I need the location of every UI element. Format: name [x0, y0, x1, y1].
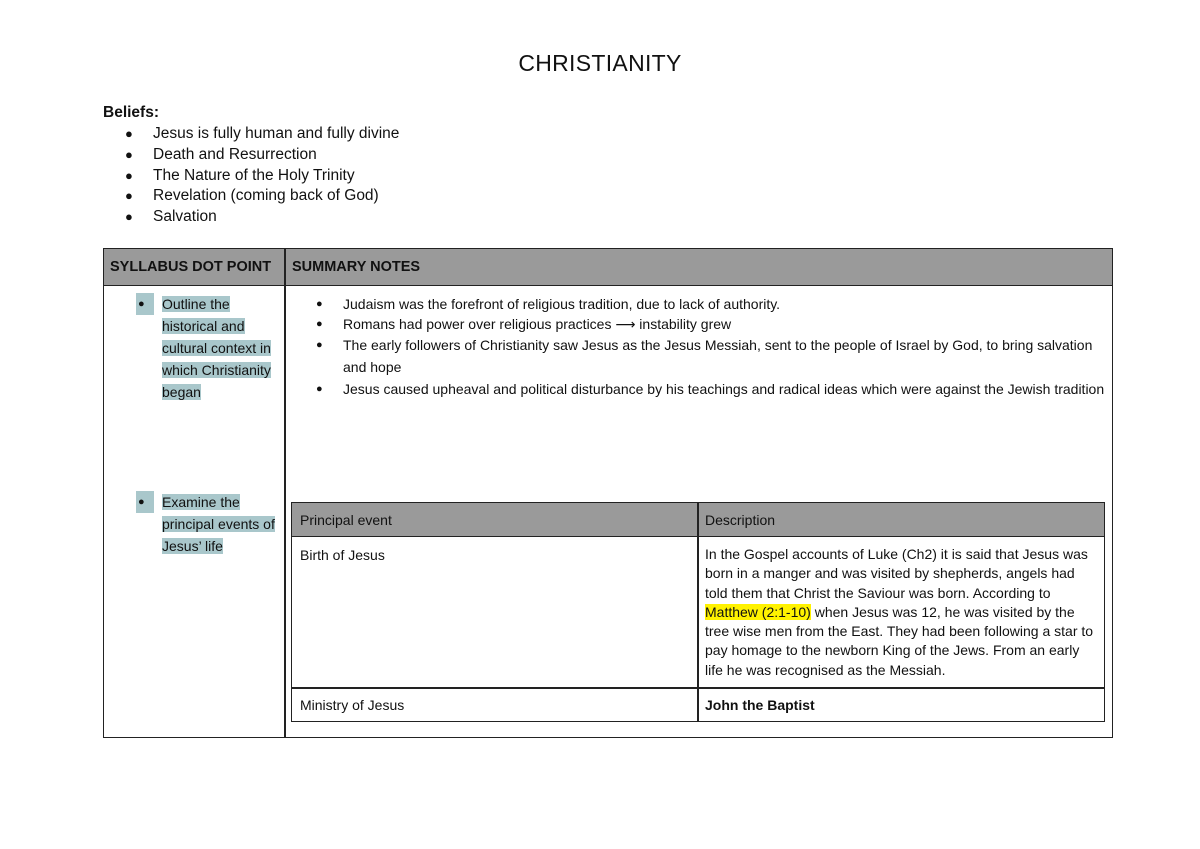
bullet-icon: ●: [136, 491, 154, 513]
belief-item: ● The Nature of the Holy Trinity: [125, 166, 399, 187]
bullet-icon: ●: [316, 339, 323, 351]
header-syllabus-dot-point: SYLLABUS DOT POINT: [110, 259, 272, 275]
syllabus-table: [103, 248, 1113, 738]
belief-item: ● Death and Resurrection: [125, 145, 399, 166]
bullet-icon: ●: [125, 209, 133, 225]
event-name: Ministry of Jesus: [300, 697, 405, 713]
beliefs-list: [125, 124, 399, 228]
syllabus-point-text: Outline the historical and cultural context in which Christianity began: [162, 296, 271, 400]
note-item: ● Judaism was the forefront of religious tradition, due to lack of authority.: [316, 296, 781, 312]
event-name: Birth of Jesus: [300, 547, 385, 563]
table-header-row: [104, 249, 1112, 286]
event-description: John the Baptist: [705, 697, 815, 713]
principal-events-table: [291, 502, 1105, 722]
note-item: ● The early followers of Christianity saw Jesus as the Jesus Messiah, sent to the people of Israel by God, to bring salvation and hope: [316, 334, 1115, 378]
page-title: CHRISTIANITY: [518, 50, 682, 76]
bullet-icon: ●: [316, 383, 323, 395]
bullet-icon: ●: [125, 188, 133, 204]
header-summary-notes: SUMMARY NOTES: [292, 259, 421, 275]
header-principal-event: Principal event: [300, 512, 392, 528]
syllabus-point-text: Examine the principal events of Jesus’ life: [162, 494, 275, 554]
belief-item: ● Revelation (coming back of God): [125, 186, 399, 207]
beliefs-heading: Beliefs:: [103, 104, 159, 121]
bullet-icon: ●: [136, 293, 154, 315]
bullet-icon: ●: [125, 146, 133, 162]
column-divider: [284, 249, 286, 737]
summary-notes-list: [316, 294, 1115, 400]
bullet-icon: ●: [125, 167, 133, 183]
bullet-icon: ●: [125, 126, 133, 141]
header-description: Description: [705, 512, 776, 528]
highlighted-reference: Matthew (2:1-10): [705, 603, 811, 620]
note-item: ● Jesus caused upheaval and political disturbance by his teachings and radical ideas which were against the Jewish tradition: [316, 378, 1115, 400]
belief-item: ● Jesus is fully human and fully divine: [125, 124, 399, 145]
bullet-icon: ●: [316, 298, 323, 310]
belief-item: ● Salvation: [125, 207, 399, 228]
bullet-icon: ●: [316, 318, 323, 330]
row-divider: [292, 687, 1104, 689]
event-description: In the Gospel accounts of Luke (Ch2) it is said that Jesus was born in a manger and was visited by shepherds, angels had told them that Christ the Saviour was born. According to Matthew (2:1-10) when Jesus was 12, he was visited by the tree wise men from the East. They had been following a star to pay homage to the newborn King of the Jews. From an early life he was recognised as the Messiah.: [705, 546, 1094, 678]
note-item: ● Romans had power over religious practices ⟶ instability grew: [316, 316, 732, 332]
